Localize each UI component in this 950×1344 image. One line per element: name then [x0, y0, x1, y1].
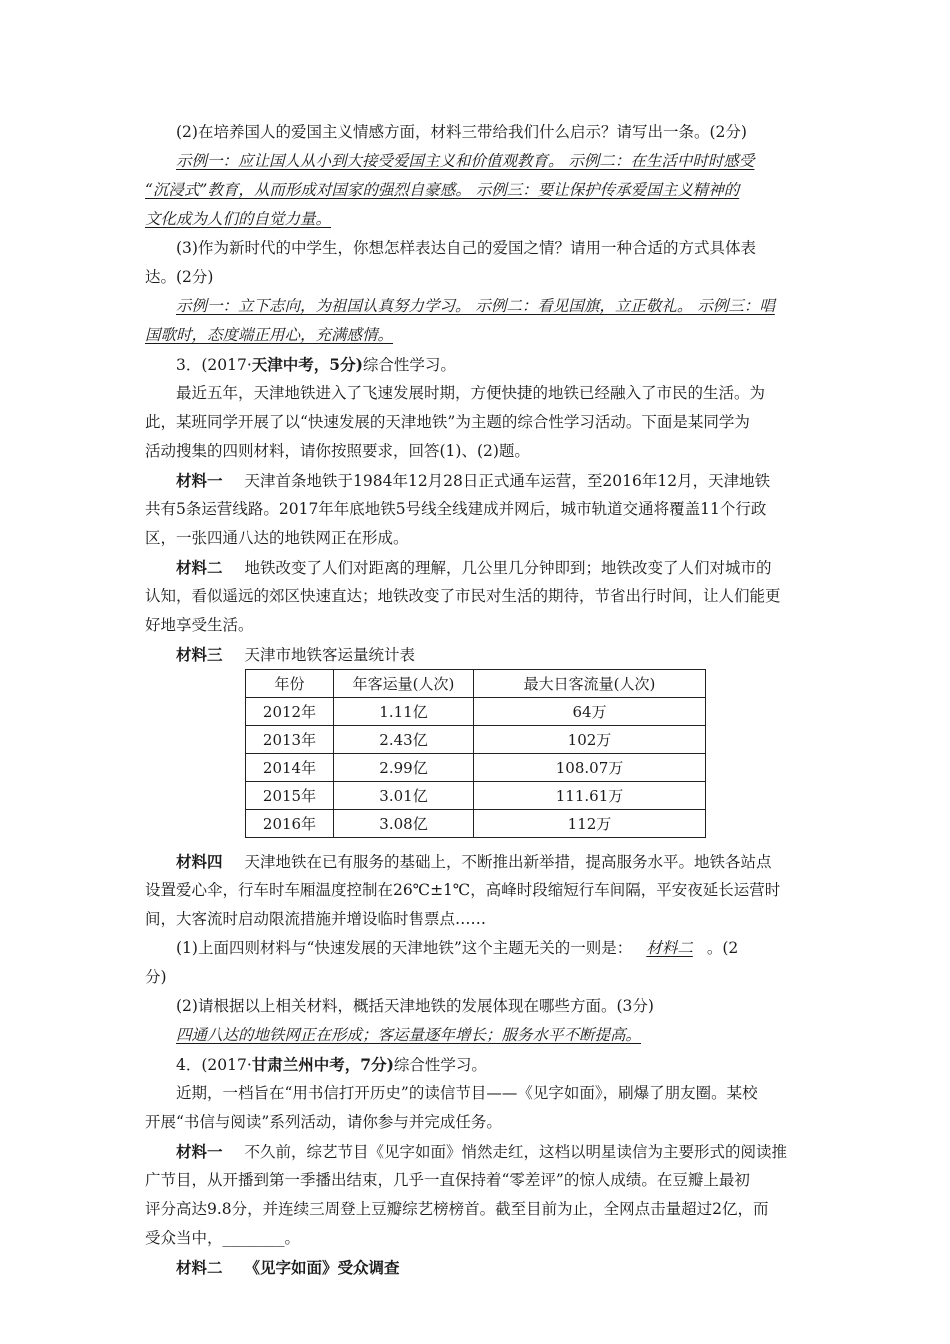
material-label: 材料二 [176, 1258, 223, 1277]
table-header: 年份 [246, 670, 334, 698]
item3-material1-line: 共有5条运营线路。2017年年底地铁5号线全线建成并网后，城市轨道交通将覆盖11个行政 [145, 500, 767, 518]
item3-material2-line: 认知，看似遥远的郊区快速直达；地铁改变了市民对生活的期待，节省出行时间，让人们能更 [145, 587, 781, 605]
table-cell: 2013年 [246, 726, 334, 754]
item3-intro-line: 最近五年，天津地铁进入了飞速发展时期，方便快捷的地铁已经融入了市民的生活。为 [176, 384, 766, 402]
table-row [246, 810, 706, 838]
q2-answer-line: 示例一：应让国人从小到大接受爱国主义和价值观教育。 示例二：在生活中时时感受 [176, 152, 755, 170]
answer-blank: 材料二 [646, 939, 693, 957]
item4-number: 4．(2017· [176, 1056, 252, 1074]
q3-prompt-line: 达。(2分) [145, 268, 214, 286]
table-cell: 3.01亿 [334, 782, 474, 810]
item3-material4-line: 设置爱心伞，行车时车厢温度控制在26℃±1℃，高峰时段缩短行车间隔，平安夜延长运营时 [145, 881, 781, 899]
material-label: 材料一 [176, 1142, 223, 1161]
table-cell: 108.07万 [474, 754, 706, 782]
table-cell: 112万 [474, 810, 706, 838]
q3-prompt-line: (3)作为新时代的中学生，你想怎样表达自己的爱国之情？请用一种合适的方式具体表 [176, 239, 756, 257]
q3-answer-line: 示例一：立下志向，为祖国认真努力学习。 示例二：看见国旗，立正敬礼。 示例三：唱 [176, 297, 775, 315]
item3-subquestion2: (2)请根据以上相关材料，概括天津地铁的发展体现在哪些方面。(3分) [176, 997, 654, 1015]
q2-prompt: (2)在培养国人的爱国主义情感方面，材料三带给我们什么启示？请写出一条。(2分) [176, 123, 747, 141]
table-row [246, 754, 706, 782]
item4-material1-line: 广节目，从开播到第一季播出结束，几乎一直保持着“零差评”的惊人成绩。在豆瓣上最初 [145, 1171, 750, 1189]
table-cell: 2.43亿 [334, 726, 474, 754]
q2-answer-line: “沉浸式”教育，从而形成对国家的强烈自豪感。 示例三：要让保护传承爱国主义精神的 [145, 181, 740, 199]
item3-material1-line: 区，一张四通八达的地铁网正在形成。 [145, 529, 409, 547]
table-cell: 2014年 [246, 754, 334, 782]
table-cell: 64万 [474, 698, 706, 726]
material-label: 材料三 [176, 645, 223, 664]
table-cell: 2015年 [246, 782, 334, 810]
material2-title: 《见字如面》受众调查 [244, 1258, 400, 1277]
item4-material2 [145, 1253, 810, 1282]
item4-tail: 综合性学习。 [393, 1056, 487, 1074]
item3-intro-line: 活动搜集的四则材料，请你按照要求，回答(1)、(2)题。 [145, 442, 530, 460]
table-row [246, 726, 706, 754]
item3-tail: 综合性学习。 [362, 356, 456, 374]
document-page [145, 118, 810, 1282]
material-label: 材料二 [176, 558, 223, 577]
table-row [246, 782, 706, 810]
item3-source: 天津中考，5分) [251, 355, 363, 374]
table-header-row [246, 670, 706, 698]
item3-intro-line: 此，某班同学开展了以“快速发展的天津地铁”为主题的综合性学习活动。下面是某同学为 [145, 413, 750, 431]
table-wrapper [145, 669, 810, 847]
item3-subquestion1-end: 分) [145, 968, 167, 986]
table-cell: 111.61万 [474, 782, 706, 810]
item4-intro-line: 开展“书信与阅读”系列活动，请你参与并完成任务。 [145, 1113, 502, 1131]
q2-answer-line: 文化成为人们的自觉力量。 [145, 210, 332, 228]
item3-material4: 材料四 天津地铁在已有服务的基础上，不断推出新举措，提高服务水平。地铁各站点 [176, 852, 772, 871]
item3-subquestion2-answer: 四通八达的地铁网正在形成；客运量逐年增长；服务水平不断提高。 [176, 1026, 642, 1044]
item3-number: 3．(2017· [176, 356, 252, 374]
item3-material2-line: 好地享受生活。 [145, 616, 254, 634]
q3-answer-line: 国歌时，态度端正用心，充满感情。 [145, 326, 394, 344]
table-title: 天津市地铁客运量统计表 [244, 646, 416, 664]
table-cell: 1.11亿 [334, 698, 474, 726]
table-header: 年客运量(人次) [334, 670, 474, 698]
item4-heading [145, 1050, 810, 1079]
item4-intro-line: 近期，一档旨在“用书信打开历史”的读信节目——《见字如面》，刷爆了朋友圈。某校 [176, 1084, 758, 1102]
material-label: 材料一 [176, 471, 223, 490]
table-cell: 2.99亿 [334, 754, 474, 782]
item3-subquestion1: (1)上面四则材料与“快速发展的天津地铁”这个主题无关的一则是： 材料二 。(2 [176, 939, 739, 957]
item4-material1: 材料一 不久前，综艺节目《见字如面》悄然走红，这档以明星读信为主要形式的阅读推 [176, 1142, 788, 1161]
table-cell: 2016年 [246, 810, 334, 838]
item4-material1-line: 评分高达9.8分，并连续三周登上豆瓣综艺榜榜首。截至目前为止，全网点击量超过2亿，而 [145, 1200, 769, 1218]
material-label: 材料四 [176, 852, 223, 871]
item4-source: 甘肃兰州中考，7分) [251, 1055, 394, 1074]
item3-heading [145, 350, 810, 379]
item4-material1-last: 受众当中，________。 [145, 1229, 301, 1247]
item3-material1: 材料一 天津首条地铁于1984年12月28日正式通车运营，至2016年12月，天津地铁 [176, 471, 771, 490]
table-cell: 2012年 [246, 698, 334, 726]
table-cell: 102万 [474, 726, 706, 754]
item3-material4-line: 间，大客流时启动限流措施并增设临时售票点…… [145, 910, 487, 928]
item3-material3 [145, 640, 810, 669]
item3-material2: 材料二 地铁改变了人们对距离的理解，几公里几分钟即到；地铁改变了人们对城市的 [176, 558, 772, 577]
table-cell: 3.08亿 [334, 810, 474, 838]
fill-blank[interactable]: ________ [222, 1229, 285, 1247]
table-row [246, 698, 706, 726]
ridership-table [245, 669, 706, 838]
table-header: 最大日客流量(人次) [474, 670, 706, 698]
